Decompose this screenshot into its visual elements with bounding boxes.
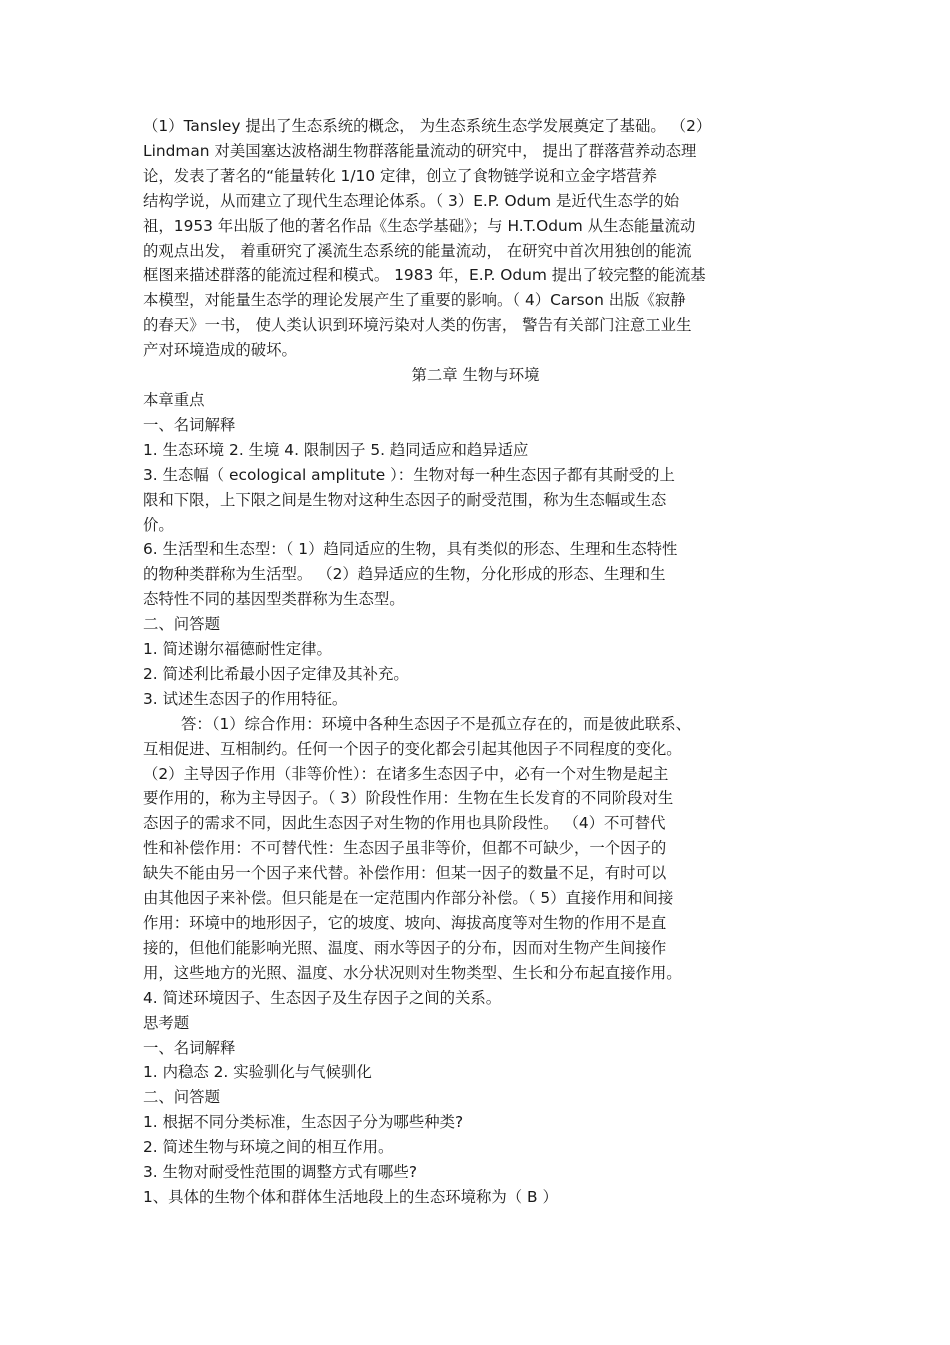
section-heading: 思考题: [143, 1013, 190, 1032]
question-item: 1. 根据不同分类标准，生态因子分为哪些种类?: [143, 1113, 464, 1132]
text-line: Lindman 对美国塞达波格湖生物群落能量流动的研究中， 提出了群落营养动态理: [143, 141, 697, 160]
question-item: 2. 简述利比希最小因子定律及其补充。: [143, 664, 409, 683]
section-heading: 本章重点: [143, 390, 205, 409]
text-line: 由其他因子来补偿。但只能是在一定范围内作部分补偿。（ 5）直接作用和间接: [143, 889, 674, 908]
section-heading: 一、名词解释: [143, 415, 236, 434]
text-line: 的物种类群称为生活型。 （2）趋异适应的生物，分化形成的形态、生理和生: [143, 565, 666, 584]
text-line: 本模型，对能量生态学的理论发展产生了重要的影响。（ 4）Carson 出版《寂静: [143, 291, 686, 310]
text-line: 互相促进、互相制约。任何一个因子的变化都会引起其他因子不同程度的变化。: [143, 739, 682, 758]
text-line: 要作用的，称为主导因子。（ 3）阶段性作用：生物在生长发育的不同阶段对生: [143, 789, 674, 808]
text-line: 性和补偿作用：不可替代性：生态因子虽非等价，但都不可缺少，一个因子的: [143, 839, 667, 858]
question-item: 3. 生物对耐受性范围的调整方式有哪些?: [143, 1163, 417, 1182]
text-line: 用，这些地方的光照、温度、水分状况则对生物类型、生长和分布起直接作用。: [143, 963, 682, 982]
text-line: 框图来描述群落的能流过程和模式。 1983 年，E.P. Odum 提出了较完整的能流基: [143, 266, 706, 285]
text-line: 态特性不同的基因型类群称为生态型。: [143, 590, 405, 609]
text-line: 的观点出发， 着重研究了溪流生态系统的能量流动， 在研究中首次用独创的能流: [143, 241, 692, 260]
text-line: 价。: [143, 515, 174, 534]
question-item: 2. 简述生物与环境之间的相互作用。: [143, 1138, 394, 1157]
text-line: 论，发表了著名的“能量转化 1/10 定律，创立了食物链学说和立金字塔营养: [143, 166, 658, 185]
section-heading: 二、问答题: [143, 615, 220, 634]
question-item: 3. 试述生态因子的作用特征。: [143, 689, 348, 708]
chapter-title: 第二章 生物与环境: [411, 366, 540, 385]
text-line: 限和下限，上下限之间是生物对这种生态因子的耐受范围，称为生态幅或生态: [143, 490, 667, 509]
answer-line: 答：（1）综合作用：环境中各种生态因子不是孤立存在的，而是彼此联系、: [181, 714, 691, 733]
question-item: 4. 简述环境因子、生态因子及生存因子之间的关系。: [143, 988, 502, 1007]
section-heading: 二、问答题: [143, 1088, 220, 1107]
question-item: 1. 简述谢尔福德耐性定律。: [143, 640, 332, 659]
text-line: （2）主导因子作用（非等价性）：在诸多生态因子中，必有一个对生物是起主: [143, 764, 669, 783]
text-line: 3. 生态幅（ ecological amplitute ）：生物对每一种生态因子都有其耐受的上: [143, 465, 675, 484]
text-line: 作用：环境中的地形因子，它的坡度、坡向、海拔高度等对生物的作用不是直: [143, 914, 667, 932]
text-line: 结构学说，从而建立了现代生态理论体系。（ 3）E.P. Odum 是近代生态学的始: [143, 191, 680, 210]
text-line: （1）Tansley 提出了生态系统的概念， 为生态系统生态学发展奠定了基础。 （2）: [143, 117, 712, 135]
text-line: 6. 生活型和生态型：（ 1）趋同适应的生物，具有类似的形态、生理和生态特性: [143, 540, 678, 559]
text-line: 的春天》一书， 使人类认识到环境污染对人类的伤害， 警告有关部门注意工业生: [143, 316, 692, 335]
text-line: 1. 生态环境 2. 生境 4. 限制因子 5. 趋同适应和趋异适应: [143, 440, 529, 459]
text-line: 1. 内稳态 2. 实验驯化与气候驯化: [143, 1063, 372, 1082]
text-line: 缺失不能由另一个因子来代替。补偿作用：但某一因子的数量不足，有时可以: [143, 864, 667, 883]
document-page: [143, 114, 808, 1210]
text-line: 接的，但他们能影响光照、温度、雨水等因子的分布，因而对生物产生间接作: [143, 938, 667, 957]
question-item: 1、具体的生物个体和群体生活地段上的生态环境称为（ B ）: [143, 1187, 558, 1206]
section-heading: 一、名词解释: [143, 1038, 236, 1057]
text-line: 态因子的需求不同，因此生态因子对生物的作用也具阶段性。 （4）不可替代: [143, 814, 666, 833]
text-line: 产对环境造成的破坏。: [143, 341, 297, 360]
text-line: 祖，1953 年出版了他的著名作品《生态学基础》；与 H.T.Odum 从生态能量流动: [143, 216, 696, 235]
